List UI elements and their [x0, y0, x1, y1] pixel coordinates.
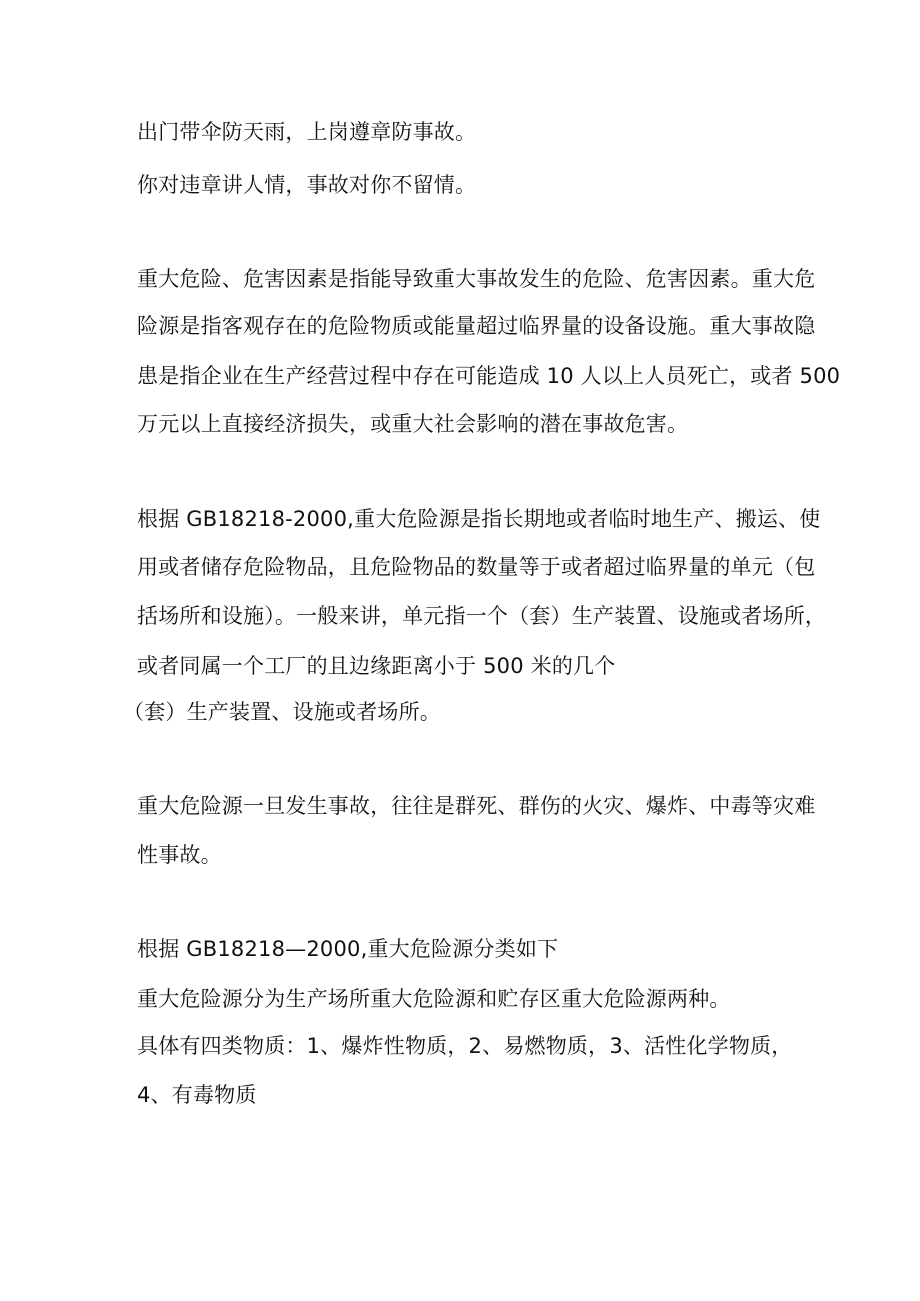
text-line: 或者同属一个工厂的且边缘距离小于 500 米的几个	[137, 654, 616, 678]
text-line: 根据 GB18218-2000,重大危险源是指长期地或者临时地生产、搬运、使	[137, 507, 821, 531]
text-line: 用或者储存危险物品，且危险物品的数量等于或者超过临界量的单元（包	[137, 555, 816, 579]
text-line: 4、有毒物质	[137, 1083, 257, 1107]
text-line: 患是指企业在生产经营过程中存在可能造成 10 人以上人员死亡，或者 500	[137, 364, 841, 388]
text-line: 具体有四类物质：1、爆炸性物质，2、易燃物质，3、活性化学物质，	[137, 1034, 793, 1058]
text-line: 万元以上直接经济损失，或重大社会影响的潜在事故危害。	[137, 412, 689, 436]
text-line: 重大危险源分为生产场所重大危险源和贮存区重大危险源两种。	[137, 987, 731, 1011]
text-line: 根据 GB18218—2000,重大危险源分类如下	[137, 937, 559, 961]
text-line: 重大危险源一旦发生事故，往往是群死、群伤的火灾、爆炸、中毒等灾难	[137, 794, 816, 818]
text-line: 性事故。	[137, 843, 222, 867]
text-line: （套）生产装置、设施或者场所。	[123, 700, 441, 724]
text-line: 险源是指客观存在的危险物质或能量超过临界量的设备设施。重大事故隐	[137, 314, 816, 338]
text-line: 括场所和设施）。一般来讲，单元指一个（套）生产装置、设施或者场所，	[137, 604, 827, 628]
text-line: 重大危险、危害因素是指能导致重大事故发生的危险、危害因素。重大危	[137, 267, 816, 291]
text-line: 出门带伞防天雨，上岗遵章防事故。	[137, 120, 477, 144]
text-line: 你对违章讲人情，事故对你不留情。	[137, 173, 477, 197]
